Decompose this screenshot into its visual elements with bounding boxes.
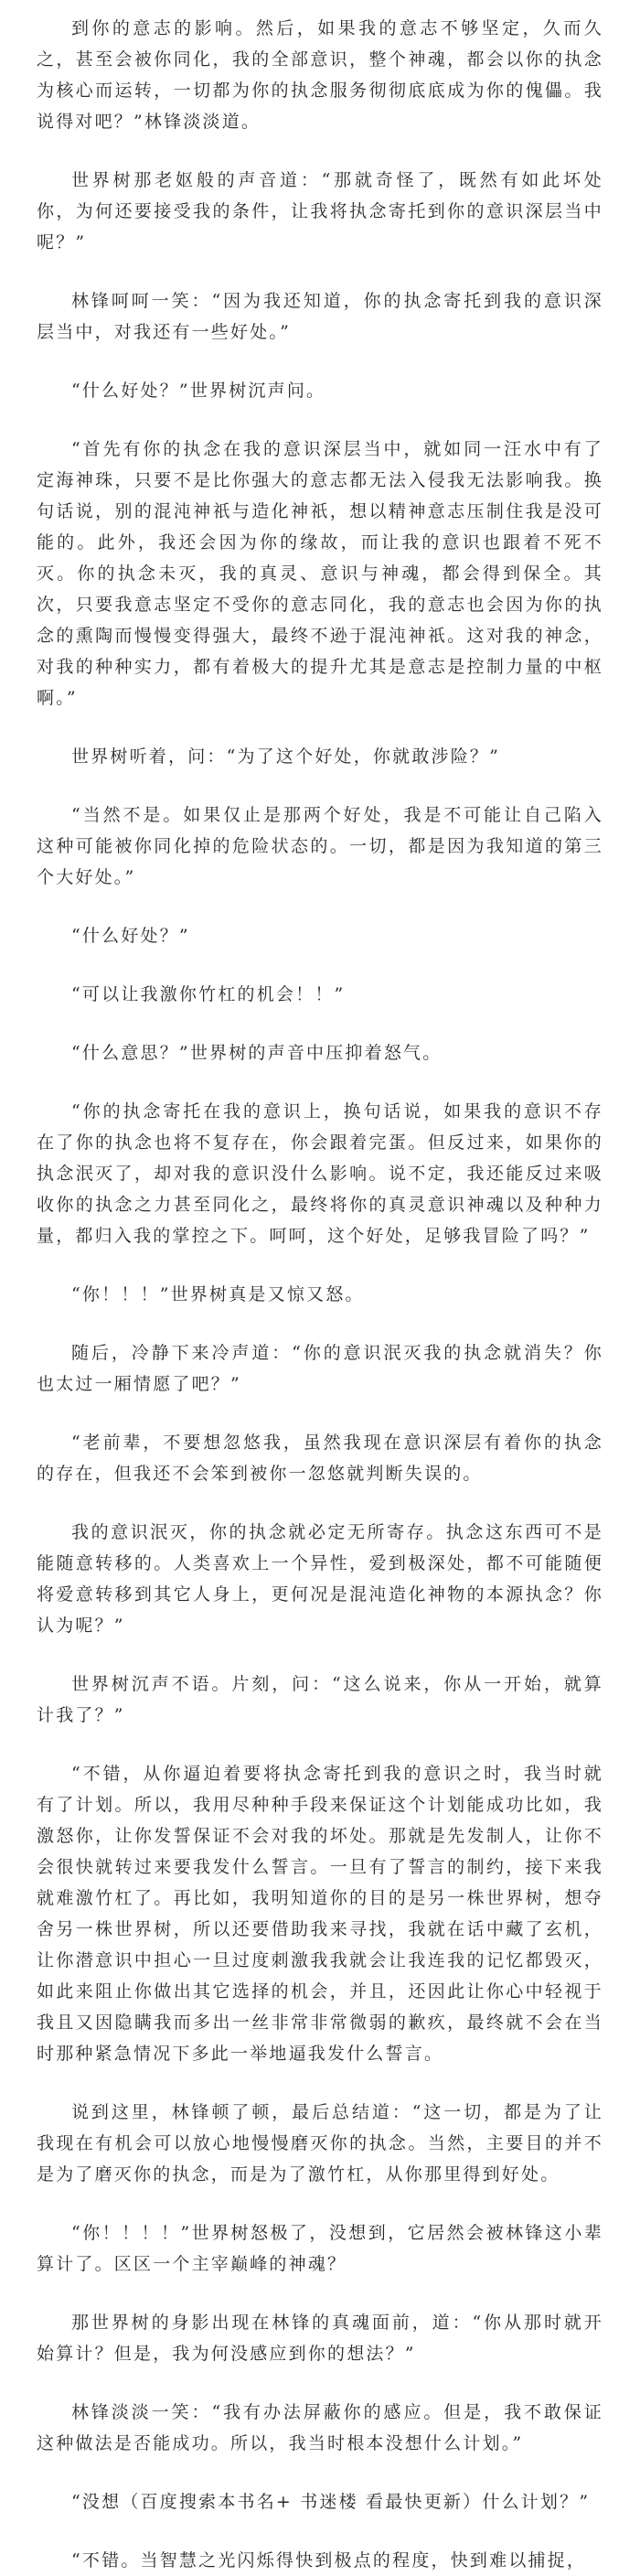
paragraph: 林锋呵呵一笑：“因为我还知道，你的执念寄托到我的意识深层当中，对我还有一些好处。” <box>37 291 603 342</box>
paragraph: “首先有你的执念在我的意识深层当中，就如同一汪水中有了定海神珠，只要不是比你强大的意志都无法入侵我无法影响我。换句话说，别的混沌神祇与造化神祇，想以精神意志压制住我是没可能的。此外，我还会因为你的缘故，而让我的意识也跟着不死不灭。你的执念未灭，我的真灵、意识与神魂，都会得到保全。其次，只要我意志坚定不受你的意志同化，我的意志也会因为你的执念的熏陶而慢慢变得强大，最终不逊于混沌神祇。这对我的神念，对我的种种实力，都有着极大的提升尤其是意志是控制力量的中枢啊。” <box>37 439 603 708</box>
paragraph: “当然不是。如果仅止是那两个好处，我是不可能让自己陷入这种可能被你同化掉的危险状态的。一切，都是因为我知道的第三个大好处。” <box>37 805 603 887</box>
paragraph: 说到这里，林锋顿了顿，最后总结道：“这一切，都是为了让我现在有机会可以放心地慢慢磨灭你的执念。当然，主要目的并不是为了磨灭你的执念，而是为了激竹杠，从你那里得到好处。 <box>37 2102 603 2184</box>
paragraph: 那世界树的身影出现在林锋的真魂面前，道：“你从那时就开始算计？但是，我为何没感应到你的想法？” <box>37 2313 603 2364</box>
paragraph: 世界树沉声不语。片刻，问：“这么说来，你从一开始，就算计我了？” <box>37 1674 603 1725</box>
paragraph: “什么好处？” <box>71 926 190 946</box>
paragraph: “你！！！”世界树真是又惊又怒。 <box>71 1284 365 1304</box>
paragraph: “什么意思？”世界树的声音中压抑着怒气。 <box>71 1043 443 1063</box>
paragraph: “没想（百度搜索本书名+ 书迷楼 看最快更新）什么计划？” <box>71 2492 591 2512</box>
paragraph: “你！！！！”世界树怒极了，没想到，它居然会被林锋这小辈算计了。区区一个主宰巅峰的神魂？ <box>37 2223 603 2274</box>
paragraph: “不错，从你逼迫着要将执念寄托到我的意识之时，我当时就有了计划。所以，我用尽种种手段来保证这个计划能成功比如，我激怒你，让你发誓保证不会对我的坏处。那就是先发制人，让你不会很快就转过来要我发什么誓言。一旦有了誓言的制约，接下来我就难激竹杠了。再比如，我明知道你的目的是另一株世界树，想夺舍另一株世界树，所以还要借助我来寻找，我就在话中藏了玄机，让你潜意识中担心一旦过度刺激我我就会让我连我的记忆都毁灭，如此来阻止你做出其它选择的机会，并且，还因此让你心中轻视于我且又因隐瞒我而多出一丝非常非常微弱的歉疚，最终就不会在当时那种紧急情况下多此一举地逼我发什么誓言。 <box>37 1764 603 2064</box>
paragraph: 世界树那老妪般的声音道：“那就奇怪了，既然有如此坏处你，为何还要接受我的条件，让我将执念寄托到你的意识深层当中呢？” <box>37 170 603 252</box>
paragraph: 林锋淡淡一笑：“我有办法屏蔽你的感应。但是，我不敢保证这种做法是否能成功。所以，我当时根本没想什么计划。” <box>37 2402 603 2453</box>
paragraph: 世界树听着，问：“为了这个好处，你就敢涉险？” <box>71 746 501 767</box>
paragraph: “可以让我激你竹杠的机会！！” <box>71 984 346 1004</box>
paragraph: 到你的意志的影响。然后，如果我的意志不够坚定，久而久之，甚至会被你同化，我的全部意识，整个神魂，都会以你的执念为核心而运转，一切都为你的执念服务彻彻底底成为你的傀儡。我说得对吧？”林锋淡淡道。 <box>37 18 603 132</box>
paragraph: “不错。当智慧之光闪烁得快到极点的程度，快到难以捕捉， <box>71 2550 587 2571</box>
paragraph: “什么好处？”世界树沉声问。 <box>71 381 326 401</box>
paragraph: 我的意识泯灭，你的执念就必定无所寄存。执念这东西可不是能随意转移的。人类喜欢上一个异性，爱到极深处，都不可能随便将爱意转移到其它人身上，更何况是混沌造化神物的本源执念？你认为呢？” <box>37 1522 603 1636</box>
paragraph: “老前辈，不要想忽悠我，虽然我现在意识深层有着你的执念的存在，但我还不会笨到被你一忽悠就判断失误的。 <box>37 1433 603 1484</box>
paragraph: 随后，冷静下来冷声道：“你的意识泯灭我的执念就消失？你也太过一厢情愿了吧？” <box>37 1343 603 1394</box>
paragraph: “你的执念寄托在我的意识上，换句话说，如果我的意识不存在了你的执念也将不复存在，你会跟着完蛋。但反过来，如果你的执念泯灭了，却对我的意识没什么影响。说不定，我还能反过来吸收你的执念之力甚至同化之，最终将你的真灵意识神魂以及种种力量，都归入我的掌控之下。呵呵，这个好处，足够我冒险了吗？” <box>37 1101 603 1246</box>
